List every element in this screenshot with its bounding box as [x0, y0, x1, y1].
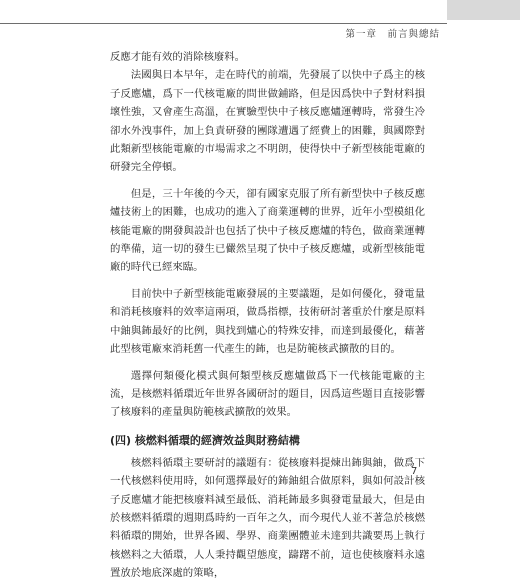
section-paragraph: 核燃料循環主要研討的議題有：從核廢料提煉出鈽與鈾，做爲下一代核燃料使用時，如何選擇最好的鈽鈾組合做原料，與如何設計核子反應爐才能把核廢料減至最低、消耗鈽最多與發電量最大，但是由於核燃料循環的週期爲時約一百年之久，而今現代人並不著急於核燃料循環的開始，世界各國、學界、商業團體並未達到共識要馬上執行核燃料之大循環，人人秉持觀望態度，躊躇不前，這也使核廢料永遠置放於地底深處的策略，: [110, 456, 425, 580]
paragraph: 目前快中子新型核能電廠發展的主要議題，是如何優化，發電量和消耗核廢料的效率這兩項，做爲指標，技術研討著重於什麼是原料中鈾與鈽最好的比例，與找到爐心的特殊安排，而達到最優化，藉著此型核電廠來消耗舊一代產生的鈽，也是防範核武擴散的目的。: [110, 287, 425, 356]
header-rule: [0, 23, 447, 24]
running-head: 第一章 前言與總結: [345, 29, 440, 40]
section-heading: (四) 核燃料循環的經濟效益與財務結構: [110, 433, 300, 447]
header-tab: [447, 0, 520, 20]
paragraph: 但是，三十年後的今天，卻有國家克服了所有新型快中子核反應爐技術上的困難，也成功的進入了商業運轉的世界，近年小型模組化核能電廠的開發與設計也包括了快中子核反應爐的特色，做商業運轉的準備，這一切的發生已儼然呈現了快中子核反應爐，或新型核能電廠的時代已經來臨。: [110, 187, 425, 274]
page-number: 7: [411, 466, 418, 477]
paragraph: 選擇何類優化模式與何類型核反應爐做爲下一代核能電廠的主流，是核燃料循環近年世界各國研討的題目，因爲這些題目直接影響了核廢料的產量與防範核武擴散的效果。: [110, 369, 425, 419]
paragraph: 法國與日本早年，走在時代的前端，先發展了以快中子爲主的核子反應爐，爲下一代核電廠的問世做鋪路，但是因爲快中子對材料損壞性強，又會產生高溫，在實驗型快中子核反應爐運轉時，常發生冷卻水外洩事件，加上負責研發的團隊遭遇了經費上的困難，與國際對此類新型核能電廠的市場需求之不明朗，使得快中子新型核能電廠的研發完全停頓。: [110, 69, 425, 174]
paragraph-continuation: 反應才能有效的消除核廢料。: [110, 51, 246, 63]
body-text: [110, 48, 425, 583]
